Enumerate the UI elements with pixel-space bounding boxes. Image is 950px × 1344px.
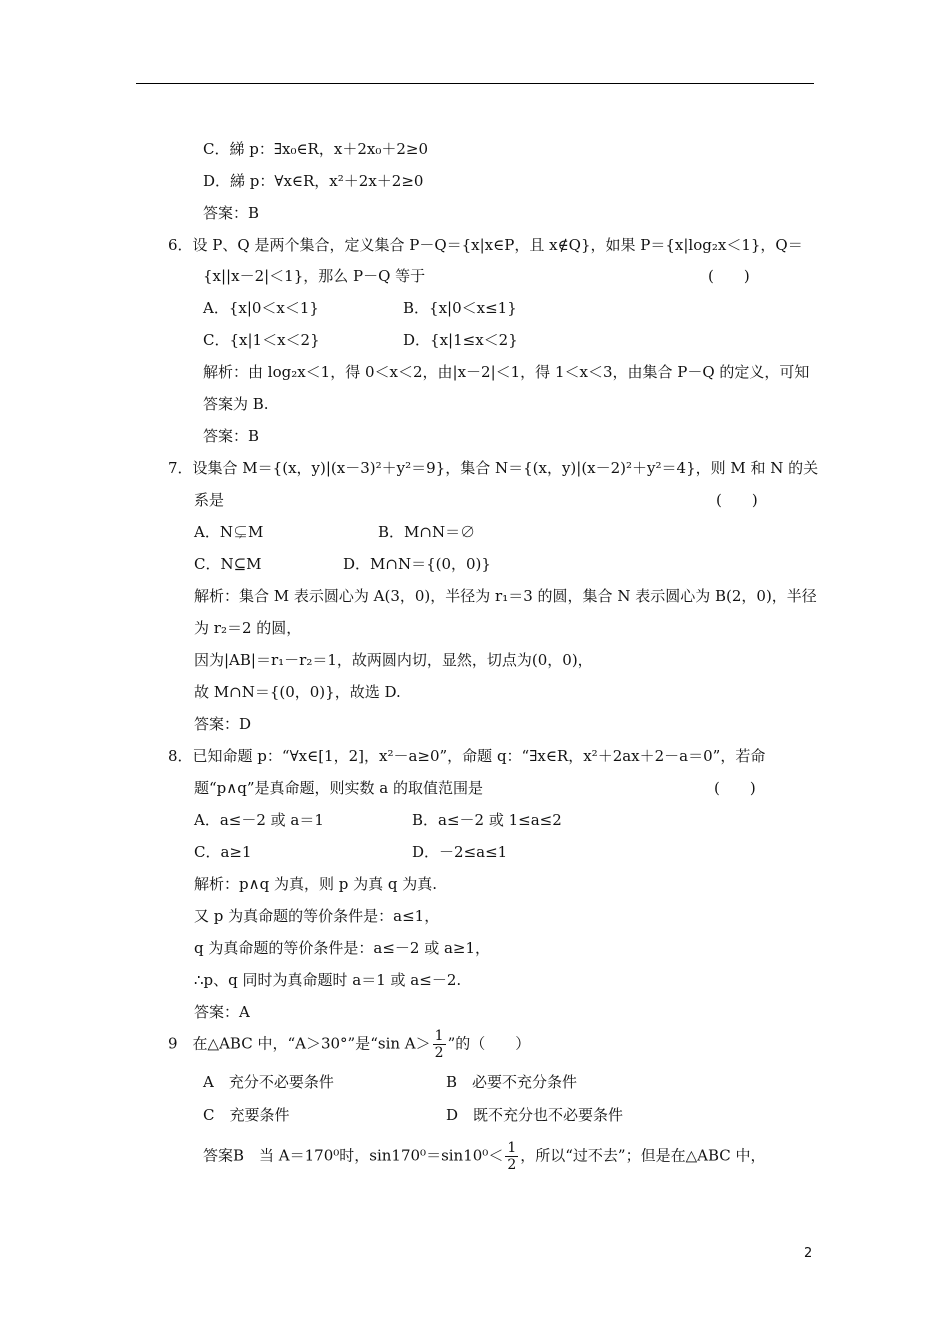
text-line: A．N⊊M — [194, 523, 264, 541]
text-line: A．{x|0＜x＜1} — [203, 299, 319, 317]
text-line: 为 r₂＝2 的圆， — [194, 619, 302, 637]
text-line: 故 M∩N＝{(0，0)}，故选 D. — [194, 683, 401, 701]
text-line: 答案：D — [194, 715, 252, 733]
question-9-line — [168, 1028, 530, 1061]
text-line: B．a≤－2 或 1≤a≤2 — [412, 811, 562, 829]
text-line: 解析：p∧q 为真，则 p 为真 q 为真. — [194, 875, 437, 893]
text-line: 又 p 为真命题的等价条件是：a≤1， — [194, 907, 440, 925]
text-line: C．{x|1＜x＜2} — [203, 331, 320, 349]
fraction-numerator: 1 — [434, 1028, 444, 1044]
text-line: B 必要不充分条件 — [446, 1073, 578, 1091]
text-line: 答案为 B. — [203, 395, 269, 413]
text-line: D 既不充分也不必要条件 — [446, 1106, 624, 1124]
text-line: D．－2≤a≤1 — [412, 843, 508, 861]
header-rule — [136, 83, 814, 84]
text-line: 系是 — [194, 491, 225, 509]
text-line: 答案：B — [203, 427, 260, 445]
text-line: C．綈 p：∃x₀∈R，x＋2x₀＋2≥0 — [203, 140, 428, 158]
text-line: D．綈 p：∀x∈R，x²＋2x＋2≥0 — [203, 172, 424, 190]
answer-9-text: 答案B 当 A＝170⁰时，sin170⁰＝sin10⁰＜ — [203, 1146, 504, 1165]
text-line: q 为真命题的等价条件是：a≤－2 或 a≥1， — [194, 939, 491, 957]
question-9-text-end: ”的（ ） — [447, 1034, 531, 1053]
page-number: 2 — [804, 1246, 813, 1261]
text-line: 题“p∧q”是真命题，则实数 a 的取值范围是 — [194, 779, 484, 797]
text-line: {x||x－2|＜1}，那么 P－Q 等于 — [203, 267, 426, 285]
text-line: D．{x|1≤x＜2} — [403, 331, 518, 349]
text-line: 解析：集合 M 表示圆心为 A(3，0)，半径为 r₁＝3 的圆，集合 N 表示圆心为 B(2，0)，半径 — [194, 587, 817, 605]
fraction-denominator: 2 — [507, 1157, 517, 1173]
fraction-one-half — [505, 1140, 518, 1173]
question-9-text: 9 在△ABC 中，“A＞30°”是“sin A＞ — [168, 1034, 431, 1053]
text-line: 因为|AB|＝r₁－r₂＝1，故两圆内切，显然，切点为(0，0)， — [194, 651, 593, 669]
fraction-one-half — [433, 1028, 446, 1061]
text-line: ∴p、q 同时为真命题时 a＝1 或 a≤－2. — [194, 971, 462, 989]
text-line: C．a≥1 — [194, 843, 252, 861]
fraction-numerator: 1 — [507, 1140, 517, 1156]
text-line: ( ) — [716, 491, 758, 509]
fraction-denominator: 2 — [434, 1045, 444, 1061]
text-line: A．a≤－2 或 a＝1 — [194, 811, 324, 829]
answer-9-text-end: ，所以“过不去”；但是在△ABC 中， — [520, 1146, 766, 1165]
answer-9-line — [203, 1140, 766, 1173]
text-line: 答案：A — [194, 1003, 250, 1021]
text-line: 答案：B — [203, 204, 260, 222]
text-line: 解析：由 log₂x＜1，得 0＜x＜2，由|x－2|＜1，得 1＜x＜3，由集合 P－Q 的定义，可知 — [203, 363, 810, 381]
text-line: 6．设 P、Q 是两个集合，定义集合 P－Q＝{x|x∈P，且 x∉Q}，如果 P＝{x|log₂x＜1}，Q＝ — [168, 236, 803, 254]
text-line: C 充要条件 — [203, 1106, 290, 1124]
text-line: 7．设集合 M＝{(x，y)|(x－3)²＋y²＝9}，集合 N＝{(x，y)|(x－2)²＋y²＝4}，则 M 和 N 的关 — [168, 459, 819, 477]
text-line: B．{x|0＜x≤1} — [403, 299, 517, 317]
text-line: ( ) — [708, 267, 750, 285]
text-line: A 充分不必要条件 — [203, 1073, 334, 1091]
text-line: ( ) — [714, 779, 756, 797]
text-line: C．N⊆M — [194, 555, 262, 573]
text-line: 8．已知命题 p：“∀x∈[1，2]，x²－a≥0”，命题 q：“∃x∈R，x²＋2ax＋2－a＝0”，若命 — [168, 747, 766, 765]
text-line: D．M∩N＝{(0，0)} — [343, 555, 491, 573]
text-line: B．M∩N＝∅ — [378, 523, 476, 541]
